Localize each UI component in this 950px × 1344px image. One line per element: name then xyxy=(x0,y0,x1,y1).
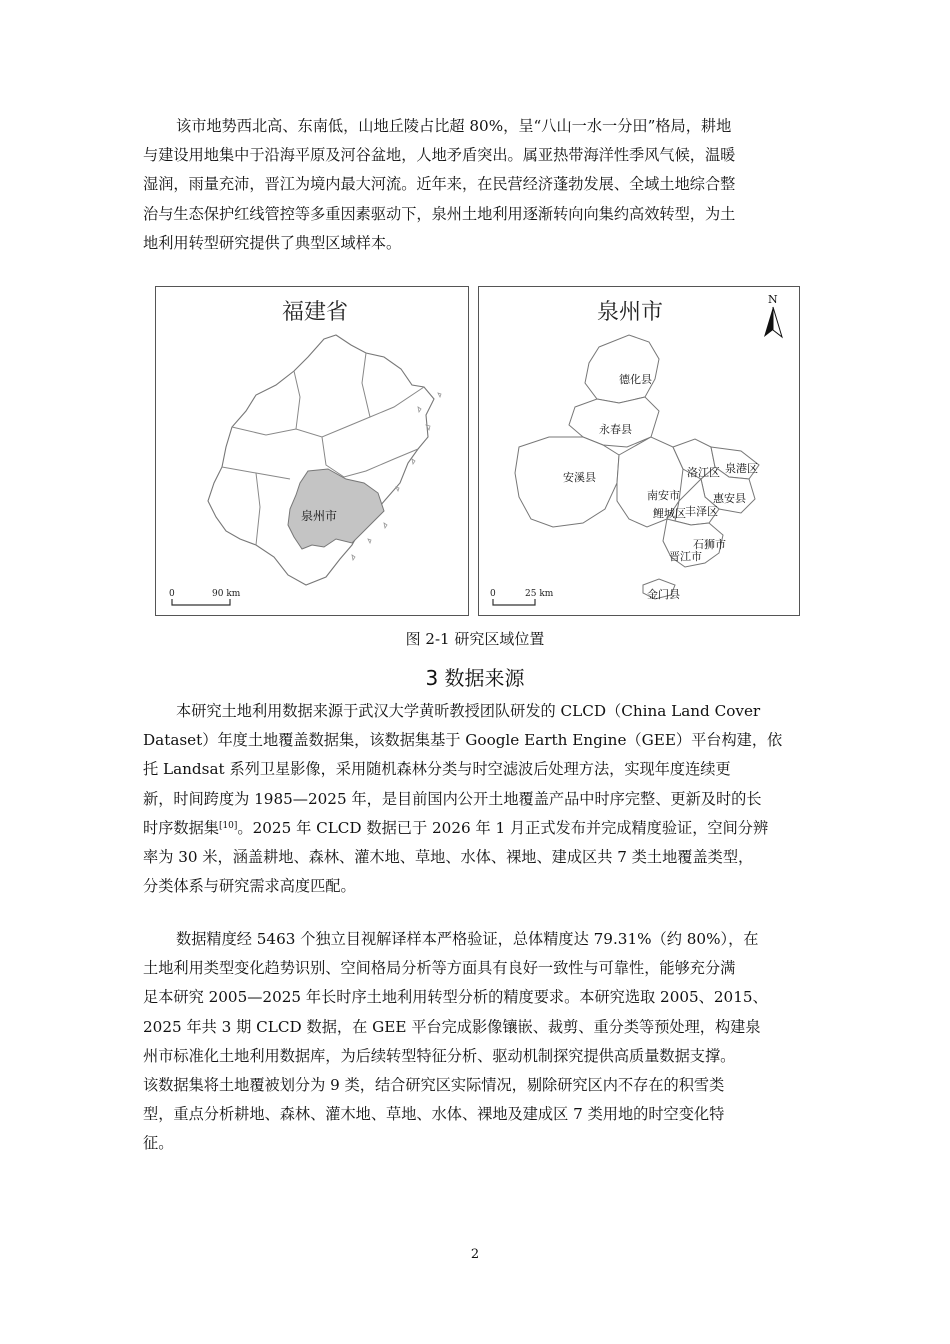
text-line: 该市地势西北高、东南低，山地丘陵占比超 80%，呈“八山一水一分田”格局，耕地 xyxy=(176,117,732,135)
text-line: 治与生态保护红线管控等多重因素驱动下，泉州土地利用逐渐转向向集约高效转型，为土 xyxy=(143,204,736,223)
label-anxi: 安溪县 xyxy=(563,471,596,484)
label-jinjiang: 晋江市 xyxy=(669,550,702,563)
section-heading: 3 数据来源 xyxy=(425,666,525,690)
figure-caption: 图 2-1 研究区域位置 xyxy=(405,630,545,648)
text-line xyxy=(143,814,803,843)
label-nanan: 南安市 xyxy=(647,489,680,502)
label-fengze: 丰泽区 xyxy=(685,505,718,518)
map-fujian-title: 福建省 xyxy=(282,300,349,325)
text-line: 州市标准化土地利用数据库，为后续转型特征分析、驱动机制探究提供高质量数据支撑。 xyxy=(143,1046,736,1065)
north-label: N xyxy=(768,293,778,306)
text-line: 本研究土地利用数据来源于武汉大学黄昕教授团队研发的 CLCD（China Land Cover xyxy=(176,702,761,720)
scale-zero: 0 xyxy=(490,589,496,599)
label-jinmen: 金门县 xyxy=(647,588,680,601)
text-line: 数据精度经 5463 个独立目视解译样本严格验证，总体精度达 79.31%（约 80%），在 xyxy=(176,930,759,948)
label-luojiang: 洛江区 xyxy=(687,466,720,479)
text-line: Dataset）年度土地覆盖数据集，该数据集基于 Google Earth Engine（GEE）平台构建，依 xyxy=(143,731,783,750)
map-quanzhou-panel xyxy=(478,286,800,616)
text-line: 与建设用地集中于沿海平原及河谷盆地，人地矛盾突出。属亚热带海洋性季风气候，温暖 xyxy=(143,146,736,165)
text-line: 土地利用类型变化趋势识别、空间格局分析等方面具有良好一致性与可靠性，能够充分满 xyxy=(143,959,736,978)
text-line: 该数据集将土地覆被划分为 9 类，结合研究区实际情况，剔除研究区内不存在的积雪类 xyxy=(143,1076,725,1095)
text-line: 湿润，雨量充沛，晋江为境内最大河流。近年来，在民营经济蓬勃发展、全域土地综合整 xyxy=(143,175,736,194)
map-fujian-graphic xyxy=(156,287,468,615)
scale-distance: 25 km xyxy=(525,589,554,599)
map-quanzhou-graphic xyxy=(479,287,799,615)
text-line: 分类体系与研究需求高度匹配。 xyxy=(143,877,356,896)
map-fujian-panel xyxy=(155,286,469,616)
text-line: 率为 30 米，涵盖耕地、森林、灌木地、草地、水体、裸地、建成区共 7 类土地覆盖类型， xyxy=(143,848,754,867)
north-arrow-icon xyxy=(764,307,782,337)
paragraph-accuracy xyxy=(143,925,803,1159)
paragraph-intro xyxy=(143,112,803,258)
label-yongchun: 永春县 xyxy=(599,423,632,436)
label-dehua: 德化县 xyxy=(619,373,652,386)
text-line: 2025 年共 3 期 CLCD 数据，在 GEE 平台完成影像镶嵌、裁剪、重分类等预处理，构建泉 xyxy=(143,1017,761,1036)
map-quanzhou-title: 泉州市 xyxy=(597,300,664,325)
citation-ref: [10] xyxy=(218,820,238,831)
text-line: 地利用转型研究提供了典型区域样本。 xyxy=(143,233,402,252)
label-licheng: 鲤城区 xyxy=(653,507,686,520)
scale-distance: 90 km xyxy=(212,589,241,599)
text-line: 足本研究 2005—2025 年长时序土地利用转型分析的精度要求。本研究选取 2005、2015、 xyxy=(143,988,768,1007)
text-line: 新，时间跨度为 1985—2025 年，是目前国内公开土地覆盖产品中时序完整、更新及时的长 xyxy=(143,789,762,808)
scale-bar xyxy=(493,599,535,605)
label-quangang: 泉港区 xyxy=(725,462,758,475)
scale-bar xyxy=(172,599,230,605)
label-huian: 惠安县 xyxy=(713,492,746,505)
text-line: 征。 xyxy=(143,1134,174,1153)
label-shishi: 石狮市 xyxy=(693,538,726,551)
scale-zero: 0 xyxy=(169,589,175,599)
fujian-outline xyxy=(208,335,434,585)
text-line: 型，重点分析耕地、森林、灌木地、草地、水体、裸地及建成区 7 类用地的时空变化特 xyxy=(143,1105,725,1124)
map-fujian-highlight-label: 泉州市 xyxy=(301,509,338,523)
county-dehua xyxy=(585,335,659,403)
text-fragment: 。2025 年 CLCD 数据已于 2026 年 1 月正式发布并完成精度验证，空间分辨 xyxy=(237,818,769,837)
paragraph-data-source xyxy=(143,697,803,901)
text-fragment: 时序数据集 xyxy=(143,818,219,837)
text-line: 托 Landsat 系列卫星影像，采用随机森林分类与时空滤波后处理方法，实现年度连续更 xyxy=(143,760,731,779)
page-number: 2 xyxy=(470,1247,480,1262)
